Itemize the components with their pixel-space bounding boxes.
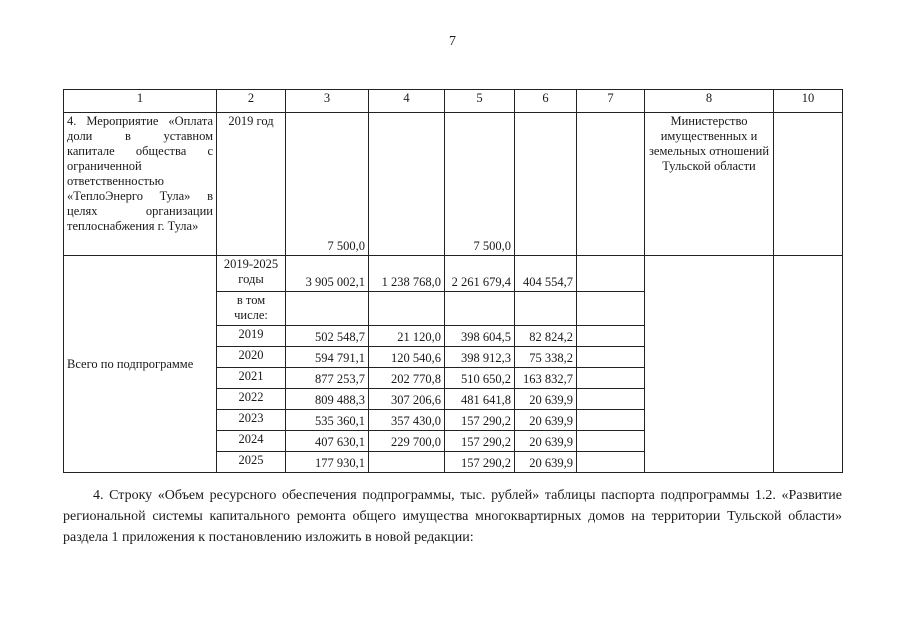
year-value-cell: 229 700,0 — [369, 431, 445, 452]
year-value-cell: 157 290,2 — [445, 452, 515, 473]
header-cell: 6 — [515, 90, 577, 113]
year-value-cell: 157 290,2 — [445, 410, 515, 431]
page-number: 7 — [449, 34, 456, 49]
year-value-cell: 157 290,2 — [445, 431, 515, 452]
header-cell: 3 — [286, 90, 369, 113]
year-value-cell: 398 912,3 — [445, 347, 515, 368]
year-value-cell: 877 253,7 — [286, 368, 369, 389]
blank-cell — [515, 292, 577, 326]
total-value-cell: 404 554,7 — [515, 256, 577, 292]
col10-cell — [774, 113, 843, 256]
year-value-cell: 163 832,7 — [515, 368, 577, 389]
table-header-row — [64, 90, 843, 113]
year-cell: 2022 — [217, 389, 286, 410]
blank-cell — [577, 292, 645, 326]
total-value-cell — [577, 256, 645, 292]
header-cell: 4 — [369, 90, 445, 113]
year-value-cell: 82 824,2 — [515, 326, 577, 347]
year-value-cell: 809 488,3 — [286, 389, 369, 410]
year-cell: 2023 — [217, 410, 286, 431]
year-value-cell: 177 930,1 — [286, 452, 369, 473]
measure-name-line: целях организации — [67, 204, 213, 218]
total-value-cell: 2 261 679,4 — [445, 256, 515, 292]
year-value-cell: 502 548,7 — [286, 326, 369, 347]
year-value-cell: 20 639,9 — [515, 389, 577, 410]
blank-cell — [445, 292, 515, 326]
year-value-cell: 20 639,9 — [515, 452, 577, 473]
measure-name-line: 4. Мероприятие «Оплата — [67, 114, 213, 128]
year-cell: 2021 — [217, 368, 286, 389]
period-cell: 2019 год — [217, 113, 286, 256]
header-cell: 7 — [577, 90, 645, 113]
funding-table — [63, 89, 843, 473]
year-value-cell: 21 120,0 — [369, 326, 445, 347]
col5-cell: 7 500,0 — [445, 113, 515, 256]
year-value-cell — [577, 452, 645, 473]
executor-cell: Министерство имущественных и земельных отношений Тульской области — [645, 113, 774, 256]
year-value-cell — [577, 347, 645, 368]
measure-name-line: ограниченной — [67, 159, 142, 173]
total-value-cell: 3 905 002,1 — [286, 256, 369, 292]
year-value-cell — [577, 326, 645, 347]
measure-name-line: «ТеплоЭнерго Тула» в — [67, 189, 213, 203]
total-label-cell: Всего по подпрограмме — [64, 256, 217, 473]
incl-label-cell: в том числе: — [217, 292, 286, 326]
measure-name-line: доли в уставном — [67, 129, 213, 143]
year-value-cell: 510 650,2 — [445, 368, 515, 389]
header-cell: 1 — [64, 90, 217, 113]
table-row-measure — [64, 113, 843, 256]
year-cell: 2025 — [217, 452, 286, 473]
header-cell: 8 — [645, 90, 774, 113]
year-value-cell: 357 430,0 — [369, 410, 445, 431]
blank-cell — [286, 292, 369, 326]
year-value-cell: 20 639,9 — [515, 431, 577, 452]
col7-cell — [577, 113, 645, 256]
header-cell: 10 — [774, 90, 843, 113]
year-value-cell — [577, 431, 645, 452]
col4-cell — [369, 113, 445, 256]
header-cell: 2 — [217, 90, 286, 113]
measure-name — [67, 114, 213, 234]
total-value-cell: 1 238 768,0 — [369, 256, 445, 292]
executor-blank-cell — [645, 256, 774, 473]
year-value-cell — [577, 389, 645, 410]
paragraph-text: 4. Строку «Объем ресурсного обеспечения подпрограммы, тыс. рублей» таблицы паспорта подпрограммы 1.2. «Развитие региональной системы капитального ремонта общего имущества многоквартирных домов на территории Тульской области» раздела 1 приложения к постановлению изложить в новой редакции: — [63, 488, 842, 545]
table-row-total — [64, 256, 843, 292]
year-value-cell — [577, 368, 645, 389]
year-value-cell: 594 791,1 — [286, 347, 369, 368]
header-cell: 5 — [445, 90, 515, 113]
col3-cell: 7 500,0 — [286, 113, 369, 256]
year-value-cell: 398 604,5 — [445, 326, 515, 347]
measure-name-line: ответственностью — [67, 174, 164, 188]
year-value-cell: 307 206,6 — [369, 389, 445, 410]
year-cell: 2019 — [217, 326, 286, 347]
year-value-cell: 535 360,1 — [286, 410, 369, 431]
col6-cell — [515, 113, 577, 256]
year-value-cell — [577, 410, 645, 431]
blank-cell — [369, 292, 445, 326]
measure-name-cell — [64, 113, 217, 256]
year-value-cell: 75 338,2 — [515, 347, 577, 368]
total-period-cell: 2019-2025 годы — [217, 256, 286, 292]
year-value-cell: 407 630,1 — [286, 431, 369, 452]
year-value-cell: 202 770,8 — [369, 368, 445, 389]
year-value-cell: 120 540,6 — [369, 347, 445, 368]
year-value-cell: 20 639,9 — [515, 410, 577, 431]
year-value-cell: 481 641,8 — [445, 389, 515, 410]
measure-name-line: капитале общества с — [67, 144, 213, 158]
col10-blank-cell — [774, 256, 843, 473]
measure-name-line: теплоснабжения г. Тула» — [67, 219, 199, 233]
year-value-cell — [369, 452, 445, 473]
year-cell: 2024 — [217, 431, 286, 452]
year-cell: 2020 — [217, 347, 286, 368]
